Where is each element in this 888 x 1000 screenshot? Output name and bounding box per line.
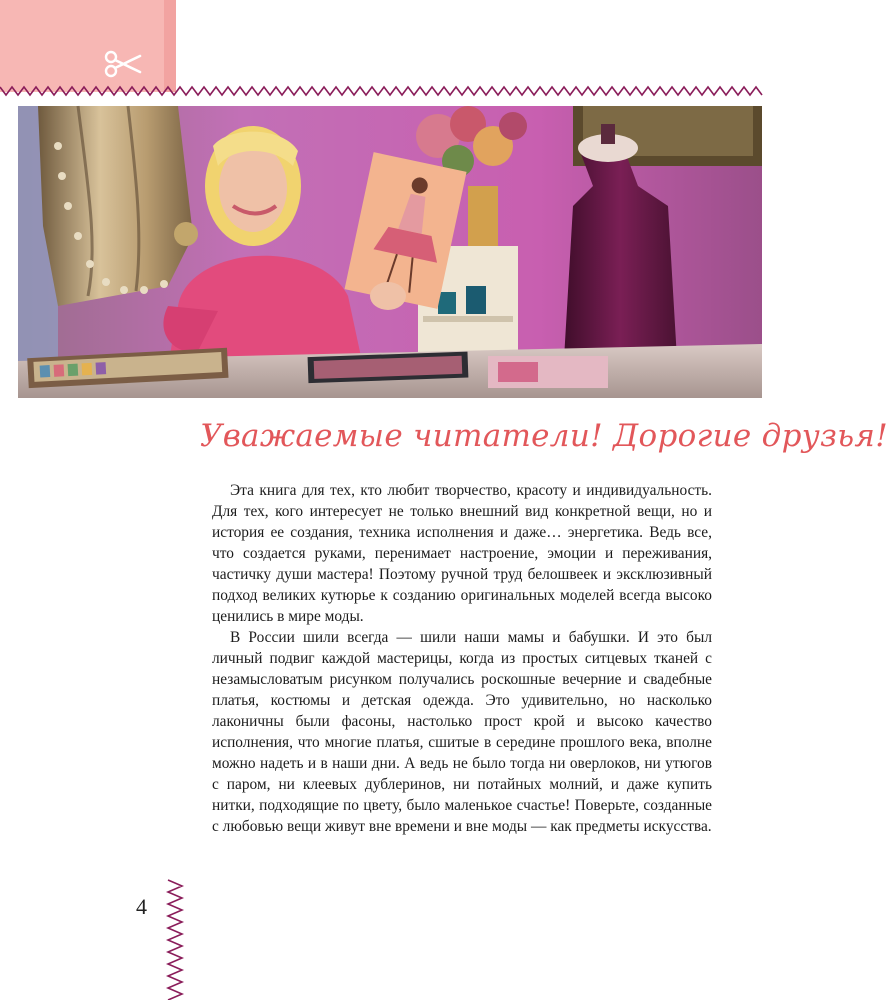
corner-tab [0, 0, 176, 92]
page-number: 4 [136, 894, 147, 919]
body-text [212, 480, 712, 837]
paragraph-1: Эта книга для тех, кто любит творчество, красоту и индивидуальность. Для тех, кого интересует не только внешний вид конкретной вещи, но и история ее создания, техника исполнения и даже… энергетика. Ведь все, что создается руками, перенимает настроение, эмоции и переживания, частичку души мастера! Поэтому ручной труд белошвеек и эксклюзивный подход великих кутюрье к созданию оригинальных моделей всегда высоко ценились в мире моды. [212, 482, 712, 625]
paragraph-2: В России шили всегда — шили наши мамы и бабушки. И это был личный подвиг каждой мастерицы, когда из простых ситцевых тканей с незамысловатым рисунком получались роскошные вечерние и свадебные платья, костюмы и детская одежда. Это удивительно, но насколько лаконичны были фасоны, настолько прост крой и высоко качество исполнения, что многие платья, сшитые в середине прошлого века, вполне можно надеть и в наши дни. А ведь не было тогда ни оверлоков, ни утюгов с паром, ни клеевых дублеринов, ни потайных молний, и даже купить нитки, подходящие по цвету, было маленькое счастье! Поверьте, созданные с любовью вещи живут вне времени и вне моды — как предметы искусства. [212, 629, 712, 835]
hero-photo [18, 106, 762, 398]
page-heading: Уважаемые читатели! Дорогие друзья! [200, 418, 888, 454]
scissors-icon [104, 50, 142, 78]
zigzag-divider-top [0, 84, 762, 98]
corner-tab-inner [0, 0, 164, 92]
zigzag-divider-side [162, 880, 188, 1000]
